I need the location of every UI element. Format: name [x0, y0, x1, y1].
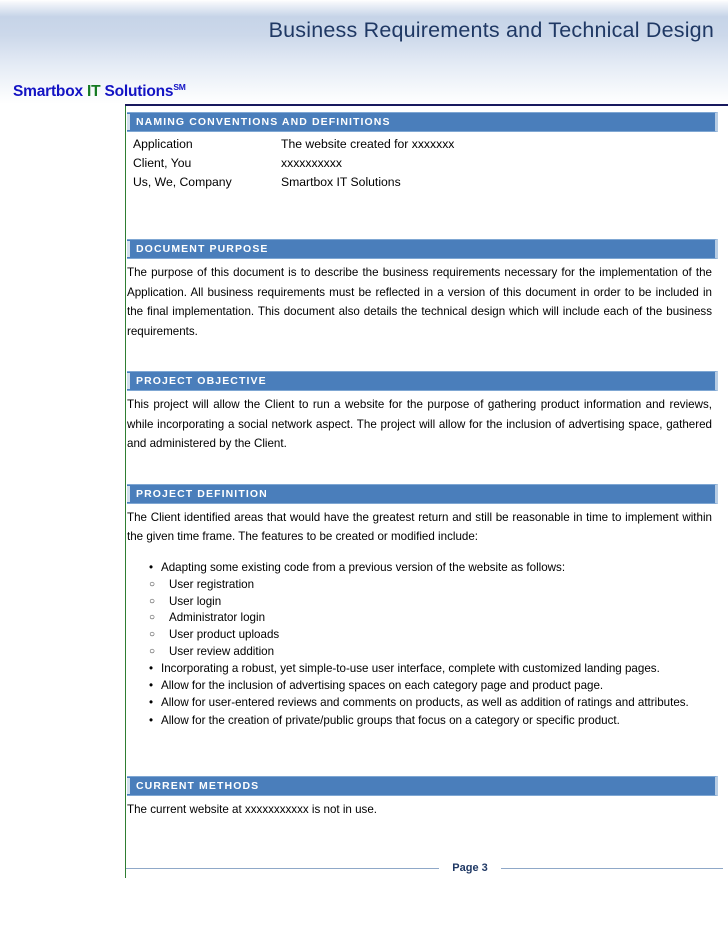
- naming-definitions-table: [127, 136, 454, 193]
- logo-servicemark: SM: [173, 82, 186, 92]
- list-item: [127, 661, 718, 678]
- logo-word-solutions: Solutions: [104, 83, 174, 101]
- list-item-text: Allow for user-entered reviews and comments on products, as well as addition of ratings and attributes.: [161, 696, 689, 710]
- definition-value: Smartbox IT Solutions: [281, 175, 401, 189]
- page-number: Page 3: [452, 862, 488, 874]
- section-header-project-definition-label: PROJECT DEFINITION: [136, 487, 268, 500]
- spacer: [127, 341, 718, 371]
- definition-term: Application: [133, 137, 193, 151]
- spacer: [127, 193, 718, 239]
- table-row: [127, 174, 454, 193]
- sub-bullet-marker: ○: [149, 629, 156, 641]
- bullet-marker: •: [149, 679, 154, 693]
- document-content: [127, 112, 718, 819]
- logo-word-it: IT: [87, 83, 101, 101]
- project-definition-bullet-list: [127, 560, 718, 577]
- project-definition-sub-bullet-list: [127, 577, 718, 661]
- list-item-text: User login: [169, 594, 222, 608]
- table-row: [127, 136, 454, 155]
- header-divider-rule: [125, 104, 728, 106]
- sub-bullet-marker: ○: [149, 595, 156, 607]
- project-definition-body: The Client identified areas that would have the greatest return and still be reasonable in time to implement within the given time frame. The features to be created or modified include:: [127, 510, 712, 543]
- list-item: [127, 560, 718, 577]
- list-item-text: User product uploads: [169, 628, 280, 642]
- section-header-current-methods: [127, 776, 718, 796]
- page-footer: [126, 862, 723, 874]
- definition-term: Client, You: [133, 156, 192, 170]
- sub-bullet-marker: ○: [149, 645, 156, 657]
- definition-term: Us, We, Company: [133, 175, 232, 189]
- list-item: [127, 594, 718, 611]
- logo-word-smartbox: Smartbox: [13, 83, 83, 101]
- left-margin-rule: [125, 106, 126, 878]
- section-header-naming-conventions-label: NAMING CONVENTIONS AND DEFINITIONS: [136, 116, 391, 128]
- bullet-marker: •: [149, 713, 154, 727]
- spacer: [127, 454, 718, 484]
- document-purpose-body: The purpose of this document is to describe the business requirements necessary for the implementation of the Application. All business requirements must be reflected in a version of this document in order to be included in the final implementation. This document also details the technical design which will include each of the business requirements.: [127, 266, 712, 338]
- definition-value: xxxxxxxxxx: [281, 156, 342, 170]
- section-header-current-methods-label: CURRENT METHODS: [136, 779, 260, 792]
- list-item-text: Incorporating a robust, yet simple-to-use user interface, complete with customized landing pages.: [161, 661, 660, 675]
- company-logo: [13, 82, 186, 101]
- list-item: [127, 577, 718, 594]
- list-item-text: User review addition: [169, 644, 275, 658]
- list-item-text: Allow for the creation of private/public groups that focus on a category or specific product.: [161, 713, 620, 727]
- list-item-text: Adapting some existing code from a previous version of the website as follows:: [161, 560, 566, 574]
- footer-rule-left: [126, 868, 439, 869]
- sub-bullet-marker: ○: [149, 612, 156, 624]
- list-item: [127, 644, 718, 661]
- section-header-naming-conventions: [127, 112, 718, 132]
- section-header-document-purpose: [127, 239, 718, 259]
- current-methods-body: The current website at xxxxxxxxxxx is not in use.: [127, 802, 378, 816]
- list-item: [127, 627, 718, 644]
- list-item: [127, 695, 718, 712]
- bullet-marker: •: [149, 560, 154, 574]
- bullet-marker: •: [149, 696, 154, 710]
- bullet-marker: •: [149, 661, 154, 675]
- section-header-project-objective: [127, 371, 718, 391]
- section-header-document-purpose-label: DOCUMENT PURPOSE: [136, 243, 269, 255]
- list-item-text: Administrator login: [169, 611, 266, 625]
- document-title: Business Requirements and Technical Design: [268, 18, 714, 42]
- list-item: [127, 713, 718, 730]
- section-header-project-definition: [127, 484, 718, 504]
- spacer: [127, 730, 718, 776]
- list-item-text: User registration: [169, 577, 255, 591]
- list-item-text: Allow for the inclusion of advertising spaces on each category page and product page.: [161, 679, 604, 693]
- list-item: [127, 678, 718, 695]
- section-header-project-objective-label: PROJECT OBJECTIVE: [136, 375, 267, 387]
- project-definition-bullet-list-continued: [127, 661, 718, 730]
- table-row: [127, 155, 454, 174]
- list-item: [127, 610, 718, 627]
- sub-bullet-marker: ○: [149, 578, 156, 590]
- definition-value: The website created for xxxxxxx: [281, 137, 455, 151]
- project-objective-body: This project will allow the Client to run a website for the purpose of gathering product information and reviews, while incorporating a social network aspect. The project will allow for the inclusion of advertising space, gathered and administered by the Client.: [127, 398, 712, 450]
- footer-rule-right: [501, 868, 723, 869]
- spacer: [127, 547, 718, 560]
